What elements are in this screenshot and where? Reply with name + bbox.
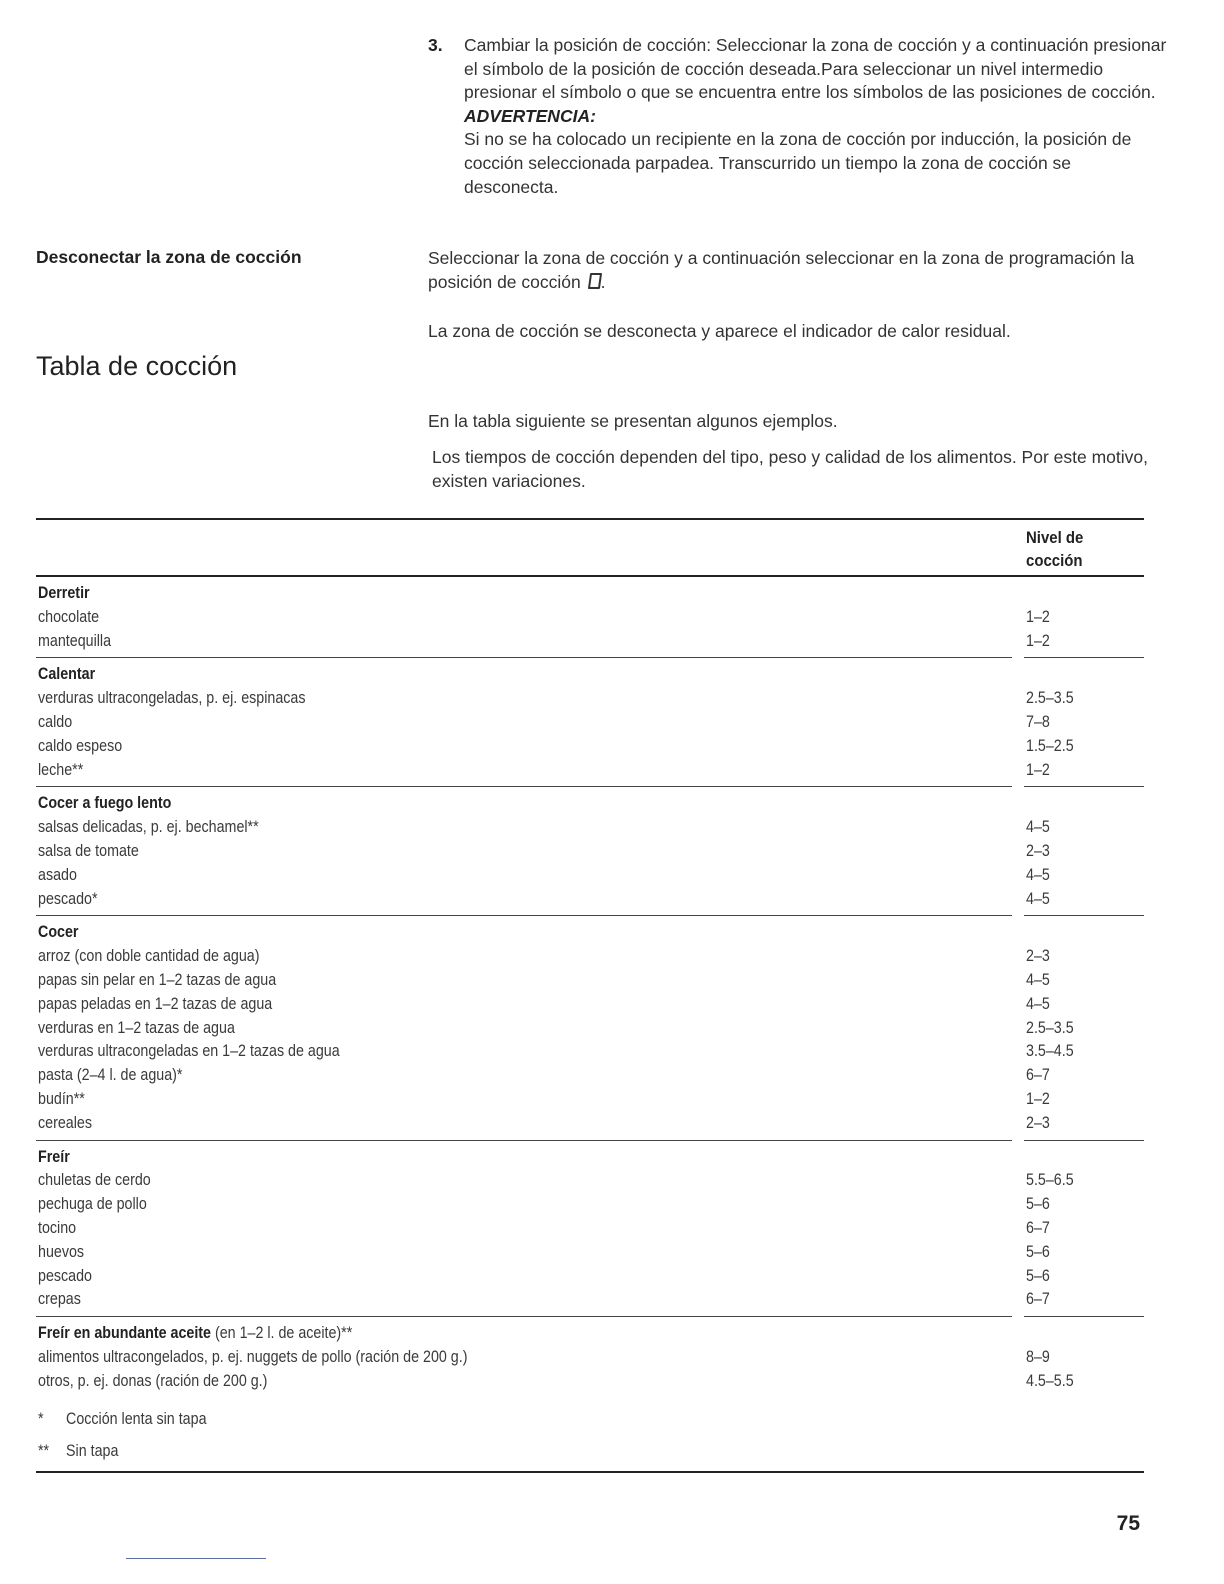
food-name: papas sin pelar en 1–2 tazas de agua: [38, 969, 277, 989]
table-group: [36, 787, 1144, 916]
table-row: [36, 887, 1144, 911]
food-name: pasta (2–4 l. de agua)*: [38, 1065, 183, 1085]
cooking-level: 1–2: [1026, 1088, 1050, 1108]
cooking-level: 7–8: [1026, 711, 1050, 731]
footnote-mark: *: [38, 1408, 44, 1428]
food-name: mantequilla: [38, 630, 112, 650]
table-row: [36, 1216, 1144, 1240]
step-3: [428, 34, 1168, 199]
footnote: [36, 1403, 1144, 1435]
group-heading: [36, 662, 1144, 686]
food-name: crepas: [38, 1289, 81, 1309]
table-row: [36, 1345, 1144, 1369]
table-group: [36, 1317, 1144, 1398]
table-row: [36, 1240, 1144, 1264]
food-name: verduras en 1–2 tazas de agua: [38, 1017, 235, 1037]
cooking-level: 5.5–6.5: [1026, 1170, 1074, 1190]
group-heading: [36, 1321, 1144, 1345]
cooking-level: 1–2: [1026, 630, 1050, 650]
table-row: [36, 1111, 1144, 1135]
header-level: Nivel de cocción: [1026, 528, 1084, 570]
cooking-level: 1–2: [1026, 759, 1050, 779]
table-row: [36, 734, 1144, 758]
off-section-label: Desconectar la zona de cocción: [36, 247, 302, 267]
warning-title: ADVERTENCIA:: [464, 105, 596, 126]
food-name: caldo: [38, 711, 73, 731]
cooking-level: 1.5–2.5: [1026, 735, 1074, 755]
cooking-level: 4–5: [1026, 864, 1050, 884]
cooking-level: 2–3: [1026, 840, 1050, 860]
table-row: [36, 839, 1144, 863]
off-section-result: La zona de cocción se desconecta y aparece el indicador de calor residual.: [428, 321, 1011, 341]
table-row: [36, 1087, 1144, 1111]
food-name: otros, p. ej. donas (ración de 200 g.): [38, 1370, 268, 1390]
cooking-level: 5–6: [1026, 1265, 1050, 1285]
table-row: [36, 1264, 1144, 1288]
page-title: Tabla de cocción: [36, 351, 238, 381]
table-row: [36, 686, 1144, 710]
cooking-level: 5–6: [1026, 1194, 1050, 1214]
food-name: alimentos ultracongelados, p. ej. nuggets de pollo (ración de 200 g.): [38, 1346, 468, 1366]
table-group: [36, 577, 1144, 658]
zero-symbol-icon: [587, 273, 601, 289]
cooking-level: 4–5: [1026, 969, 1050, 989]
table-group: [36, 1141, 1144, 1318]
table-row: [36, 1039, 1144, 1063]
off-section-instruction: Seleccionar la zona de cocción y a continuación seleccionar en la zona de programación la posición de cocción: [428, 248, 1135, 292]
step-text: Cambiar la posición de cocción: Seleccionar la zona de cocción y a continuación presionar el símbolo de la posición de cocción deseada.Para seleccionar un nivel intermedio presionar el símbolo o que se encuentra entre los símbolos de las posiciones de cocción.: [464, 35, 1167, 103]
group-note: (en 1–2 l. de aceite)**: [211, 1323, 353, 1343]
group-heading: [36, 920, 1144, 944]
table-row: [36, 1369, 1144, 1393]
cooking-level: 1–2: [1026, 606, 1050, 626]
page-number: 75: [1116, 1512, 1140, 1535]
table-row: [36, 992, 1144, 1016]
food-name: salsas delicadas, p. ej. bechamel**: [38, 817, 259, 837]
cooking-level: 3.5–4.5: [1026, 1041, 1074, 1061]
group-title: Freír en abundante aceite: [38, 1323, 212, 1343]
group-title: Calentar: [38, 664, 96, 684]
table-row: [36, 629, 1144, 653]
table-body: [36, 577, 1144, 1399]
off-section-period: .: [600, 272, 606, 292]
cooking-level: 5–6: [1026, 1241, 1050, 1261]
cooking-level: 2.5–3.5: [1026, 1017, 1074, 1037]
table-group: [36, 658, 1144, 787]
cooking-level: 6–7: [1026, 1065, 1050, 1085]
cooking-level: 6–7: [1026, 1289, 1050, 1309]
table-row: [36, 1168, 1144, 1192]
table-row: [36, 605, 1144, 629]
food-name: pescado: [38, 1265, 92, 1285]
food-name: salsa de tomate: [38, 840, 139, 860]
table-row: [36, 815, 1144, 839]
group-title: Freír: [38, 1146, 70, 1166]
food-name: cereales: [38, 1112, 92, 1132]
food-name: pechuga de pollo: [38, 1194, 147, 1214]
table-intro-2: Los tiempos de cocción dependen del tipo, peso y calidad de los alimentos. Por este motivo, existen variaciones.: [432, 447, 1148, 491]
footnote-mark: **: [38, 1440, 50, 1460]
step-number: 3.: [428, 35, 443, 55]
table-row: [36, 1016, 1144, 1040]
table-header: [36, 520, 1144, 577]
cooking-level: 4–5: [1026, 888, 1050, 908]
table-footnotes: [36, 1399, 1144, 1473]
group-heading: [36, 791, 1144, 815]
cooking-level: 2–3: [1026, 946, 1050, 966]
food-name: verduras ultracongeladas en 1–2 tazas de agua: [38, 1041, 340, 1061]
food-name: tocino: [38, 1217, 77, 1237]
food-name: chocolate: [38, 606, 100, 626]
warning-text: Si no se ha colocado un recipiente en la zona de cocción por inducción, la posición de cocción seleccionada parpadea. Transcurrido un tiempo la zona de cocción se desconecta.: [464, 129, 1132, 197]
cooking-level: 2–3: [1026, 1112, 1050, 1132]
food-name: caldo espeso: [38, 735, 123, 755]
cooking-level: 2.5–3.5: [1026, 688, 1074, 708]
food-name: asado: [38, 864, 77, 884]
food-name: budín**: [38, 1088, 85, 1108]
group-title: Cocer a fuego lento: [38, 793, 172, 813]
bottom-rule: [126, 1558, 266, 1559]
food-name: chuletas de cerdo: [38, 1170, 151, 1190]
food-name: leche**: [38, 759, 84, 779]
table-row: [36, 944, 1144, 968]
food-name: arroz (con doble cantidad de agua): [38, 946, 260, 966]
cooking-level: 8–9: [1026, 1346, 1050, 1366]
table-row: [36, 968, 1144, 992]
food-name: huevos: [38, 1241, 85, 1261]
food-name: papas peladas en 1–2 tazas de agua: [38, 993, 273, 1013]
cooking-level: 4.5–5.5: [1026, 1370, 1074, 1390]
food-name: verduras ultracongeladas, p. ej. espinacas: [38, 688, 306, 708]
cooking-table: [36, 518, 1144, 1473]
group-title: Cocer: [38, 922, 79, 942]
table-row: [36, 1287, 1144, 1311]
footnote-text: Cocción lenta sin tapa: [66, 1408, 207, 1428]
group-heading: [36, 1145, 1144, 1169]
table-row: [36, 863, 1144, 887]
group-heading: [36, 581, 1144, 605]
table-row: [36, 1063, 1144, 1087]
footnote: [36, 1435, 1144, 1467]
table-intro-1: En la tabla siguiente se presentan algunos ejemplos.: [428, 411, 838, 431]
footnote-text: Sin tapa: [66, 1440, 119, 1460]
food-name: pescado*: [38, 888, 98, 908]
table-row: [36, 710, 1144, 734]
table-group: [36, 916, 1144, 1140]
table-row: [36, 758, 1144, 782]
cooking-level: 4–5: [1026, 817, 1050, 837]
cooking-level: 6–7: [1026, 1217, 1050, 1237]
cooking-level: 4–5: [1026, 993, 1050, 1013]
table-row: [36, 1192, 1144, 1216]
group-title: Derretir: [38, 583, 90, 602]
off-section-text: [428, 246, 1148, 294]
